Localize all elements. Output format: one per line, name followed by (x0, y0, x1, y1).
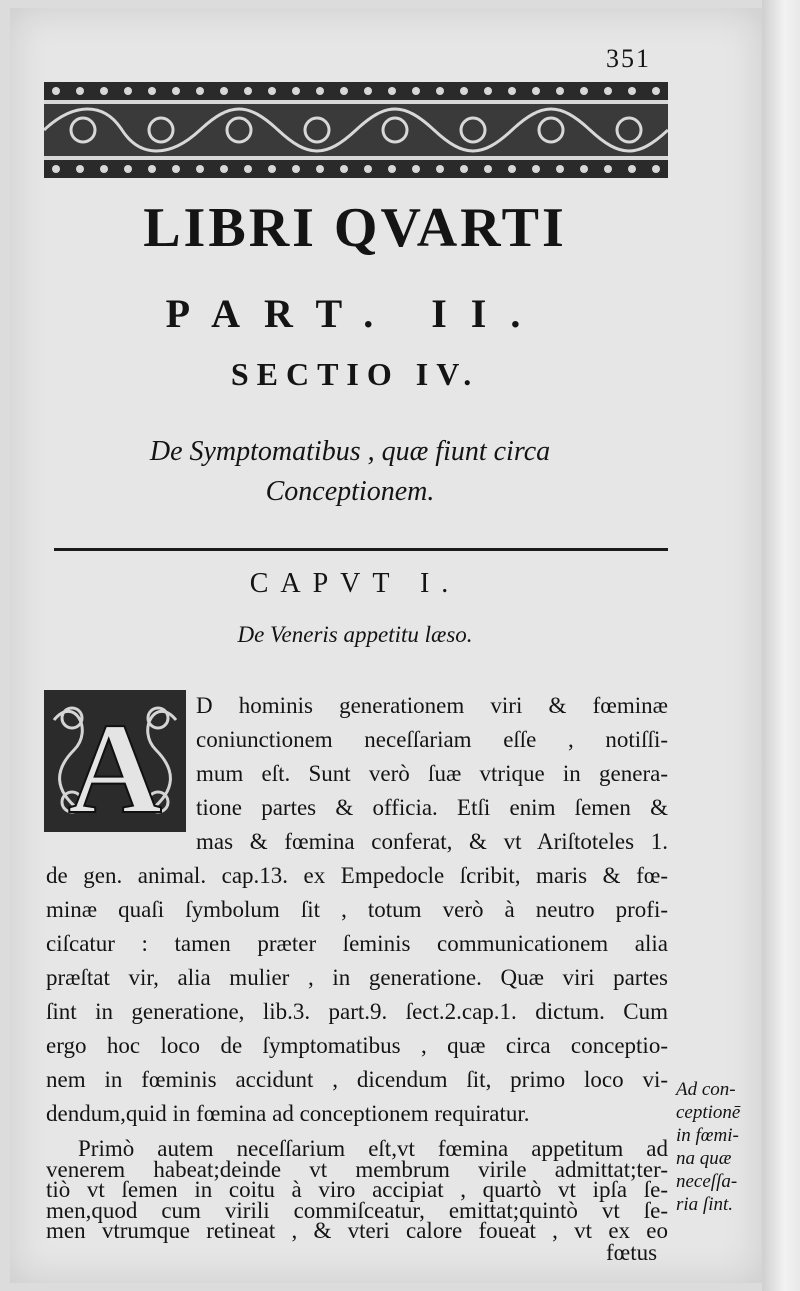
decorated-initial-letter (44, 690, 186, 832)
text-line: ciſcatur : tamen præter ſeminis communicationem alia (46, 931, 668, 956)
margin-note-line: Ad con- (676, 1079, 736, 1100)
text-line: men vtrumque retineat , & vteri calore foueat , vt ex eo (46, 1218, 668, 1243)
text-line: ergo hoc loco de ſymptomatibus , quæ circa conceptio- (46, 1033, 668, 1058)
horizontal-rule (54, 548, 668, 551)
text-line: D hominis generationem viri & fœminæ (196, 693, 668, 718)
margin-note-line: in fœmi- (676, 1125, 739, 1146)
text-line: mas & fœmina conferat, & vt Ariſtoteles 1. (196, 829, 668, 854)
text-line: minæ quaſi ſymbolum ſit , totum verò à neutro profi- (46, 897, 668, 922)
section-subtitle (100, 432, 600, 512)
text-line: nem in fœminis accidunt , dicendum ſit, primo loco vi- (46, 1067, 668, 1092)
text-line: dendum,quid in fœmina ad conceptionem requiratur. (46, 1101, 530, 1126)
catchword: fœtus (606, 1240, 658, 1265)
text-line: mum eſt. Sunt verò ſuæ vtrique in genera- (196, 761, 668, 786)
initial-letter-glyph: A (68, 697, 162, 832)
text-line: venerem habeat;deinde vt membrum virile admittat;ter- (46, 1157, 668, 1182)
page-number: 351 (606, 44, 651, 73)
margin-note (676, 1078, 764, 1216)
margin-note-line: ria ſint. (676, 1194, 734, 1215)
text-line: tione partes & officia. Etſi enim ſemen & (196, 795, 668, 820)
chapter-title: CAPVT I. (249, 568, 461, 599)
text-line: præſtat vir, alia mulier , in generatione. Quæ viri partes (46, 965, 668, 990)
decorative-headpiece (44, 82, 668, 178)
section-title: SECTIO IV. (230, 356, 480, 392)
book-title: LIBRI QVARTI (143, 197, 567, 259)
margin-note-line: ceptionē (676, 1102, 741, 1123)
chapter-subtitle: De Veneris appetitu læso. (237, 622, 473, 647)
margin-note-line: na quæ (676, 1148, 732, 1169)
text-line: coniunctionem neceſſariam eſſe , notiſſi- (196, 727, 668, 752)
text-line: tiò vt ſemen in coitu à viro accipiat , quartò vt ipſa ſe- (46, 1177, 668, 1202)
text-line: Primò autem neceſſarium eſt,vt fœmina appetitum ad (78, 1136, 668, 1161)
text-line: ſint in generatione, lib.3. part.9. ſect.2.cap.1. dictum. Cum (46, 999, 668, 1024)
part-title: PART. II. (165, 291, 545, 336)
text-line: de gen. animal. cap.13. ex Empedocle ſcribit, maris & fœ- (46, 863, 668, 888)
text-line: men,quod cum virili commiſceatur, emittat;quintò vt ſe- (46, 1198, 668, 1223)
section-subtitle-line-1: De Symptomatibus , quæ fiunt circa (149, 436, 551, 467)
adjacent-page-edge (762, 0, 800, 1291)
margin-note-line: neceſſa- (676, 1171, 738, 1192)
section-subtitle-line-2: Conceptionem. (265, 476, 435, 507)
